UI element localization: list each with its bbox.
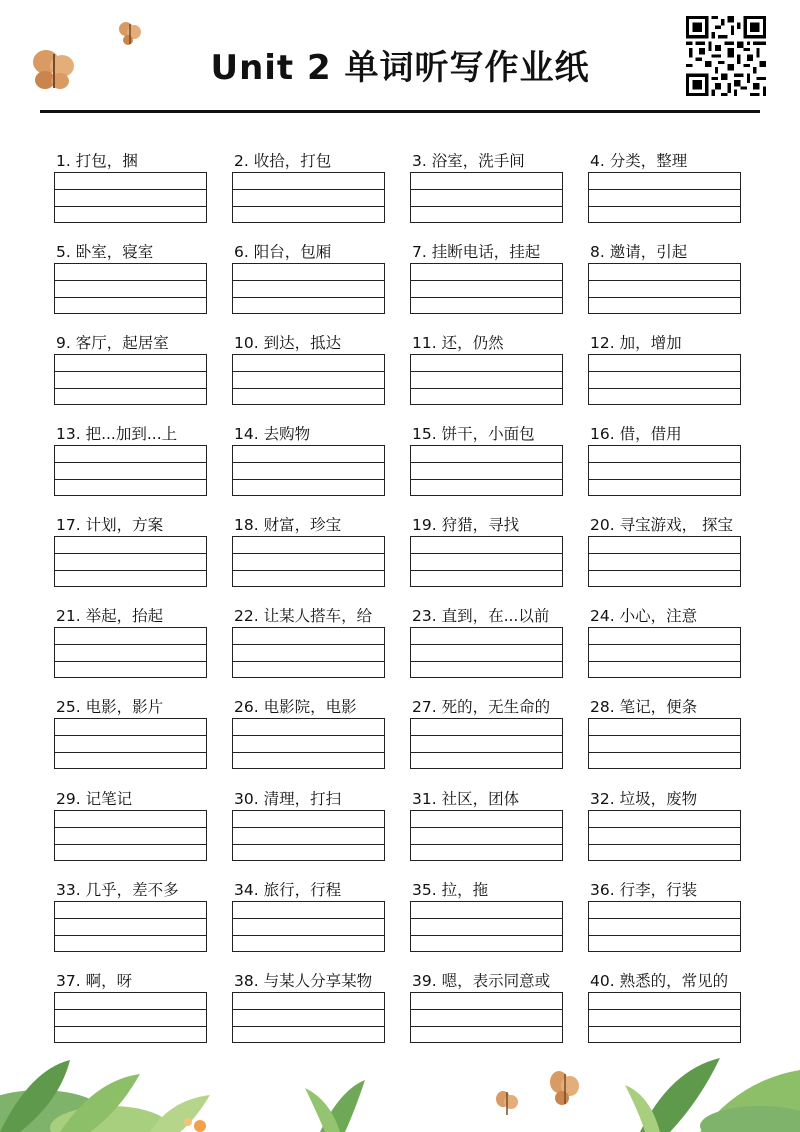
vocab-label: 10. 到达，抵达 <box>234 334 342 352</box>
answer-box[interactable] <box>410 627 563 678</box>
answer-box[interactable] <box>410 263 563 314</box>
answer-box[interactable] <box>232 810 385 861</box>
answer-box[interactable] <box>410 445 563 496</box>
answer-box[interactable] <box>232 354 385 405</box>
vocab-label: 7. 挂断电话，挂起 <box>412 243 541 261</box>
answer-box[interactable] <box>410 810 563 861</box>
vocab-label: 40. 熟悉的，常见的 <box>590 972 729 990</box>
answer-box[interactable] <box>232 536 385 587</box>
answer-box[interactable] <box>232 718 385 769</box>
vocab-label: 37. 啊，呀 <box>56 972 133 990</box>
answer-box[interactable] <box>588 263 741 314</box>
vocab-label: 28. 笔记，便条 <box>590 698 698 716</box>
answer-box[interactable] <box>410 992 563 1043</box>
answer-box[interactable] <box>232 627 385 678</box>
vocab-label: 22. 让某人搭车，给 <box>234 607 373 625</box>
answer-box[interactable] <box>54 901 207 952</box>
answer-box[interactable] <box>232 992 385 1043</box>
vocab-label: 20. 寻宝游戏， 探宝 <box>590 516 734 534</box>
vocab-label: 30. 清理，打扫 <box>234 790 342 808</box>
vocab-label: 15. 饼干，小面包 <box>412 425 535 443</box>
vocab-label: 31. 社区，团体 <box>412 790 520 808</box>
answer-box[interactable] <box>54 172 207 223</box>
answer-box[interactable] <box>54 445 207 496</box>
vocab-label: 9. 客厅，起居室 <box>56 334 169 352</box>
answer-box[interactable] <box>410 536 563 587</box>
vocab-label: 29. 记笔记 <box>56 790 133 808</box>
answer-box[interactable] <box>410 718 563 769</box>
answer-box[interactable] <box>588 627 741 678</box>
answer-box[interactable] <box>54 718 207 769</box>
vocab-label: 8. 邀请，引起 <box>590 243 688 261</box>
vocab-label: 12. 加，增加 <box>590 334 682 352</box>
vocab-label: 16. 借，借用 <box>590 425 682 443</box>
answer-box[interactable] <box>410 901 563 952</box>
vocab-label: 38. 与某人分享某物 <box>234 972 373 990</box>
vocab-label: 17. 计划，方案 <box>56 516 164 534</box>
answer-box[interactable] <box>232 445 385 496</box>
vocab-label: 19. 狩猎，寻找 <box>412 516 520 534</box>
vocab-label: 32. 垃圾，废物 <box>590 790 698 808</box>
answer-box[interactable] <box>54 627 207 678</box>
answer-box[interactable] <box>588 992 741 1043</box>
answer-box[interactable] <box>232 263 385 314</box>
vocab-label: 23. 直到，在...以前 <box>412 607 550 625</box>
vocab-label: 35. 拉，拖 <box>412 881 489 899</box>
answer-box[interactable] <box>588 810 741 861</box>
vocab-label: 33. 几乎，差不多 <box>56 881 179 899</box>
answer-box[interactable] <box>54 992 207 1043</box>
vocab-label: 6. 阳台，包厢 <box>234 243 332 261</box>
answer-box[interactable] <box>588 354 741 405</box>
vocab-label: 1. 打包，捆 <box>56 152 138 170</box>
vocab-label: 21. 举起，抬起 <box>56 607 164 625</box>
vocab-label: 26. 电影院，电影 <box>234 698 357 716</box>
vocab-label: 39. 嗯，表示同意或 <box>412 972 551 990</box>
vocab-label: 34. 旅行，行程 <box>234 881 342 899</box>
vocab-label: 2. 收拾，打包 <box>234 152 332 170</box>
answer-box[interactable] <box>54 263 207 314</box>
answer-box[interactable] <box>588 445 741 496</box>
vocab-label: 27. 死的，无生命的 <box>412 698 551 716</box>
page-title: Unit 2 单词听写作业纸 <box>210 48 590 88</box>
answer-box[interactable] <box>588 536 741 587</box>
answer-box[interactable] <box>54 810 207 861</box>
vocab-label: 3. 浴室，洗手间 <box>412 152 525 170</box>
answer-box[interactable] <box>232 172 385 223</box>
answer-box[interactable] <box>410 172 563 223</box>
answer-box[interactable] <box>410 354 563 405</box>
answer-box[interactable] <box>54 536 207 587</box>
plant-leaves-decoration <box>0 1040 800 1132</box>
answer-box[interactable] <box>54 354 207 405</box>
vocab-label: 36. 行李，行装 <box>590 881 698 899</box>
vocab-label: 24. 小心，注意 <box>590 607 698 625</box>
answer-box[interactable] <box>588 901 741 952</box>
vocab-label: 14. 去购物 <box>234 425 311 443</box>
vocab-label: 5. 卧室，寝室 <box>56 243 154 261</box>
vocab-label: 13. 把...加到...上 <box>56 425 178 443</box>
vocab-label: 11. 还，仍然 <box>412 334 504 352</box>
vocab-label: 4. 分类，整理 <box>590 152 688 170</box>
vocab-label: 25. 电影，影片 <box>56 698 164 716</box>
vocab-label: 18. 财富，珍宝 <box>234 516 342 534</box>
answer-box[interactable] <box>588 172 741 223</box>
answer-box[interactable] <box>232 901 385 952</box>
answer-box[interactable] <box>588 718 741 769</box>
